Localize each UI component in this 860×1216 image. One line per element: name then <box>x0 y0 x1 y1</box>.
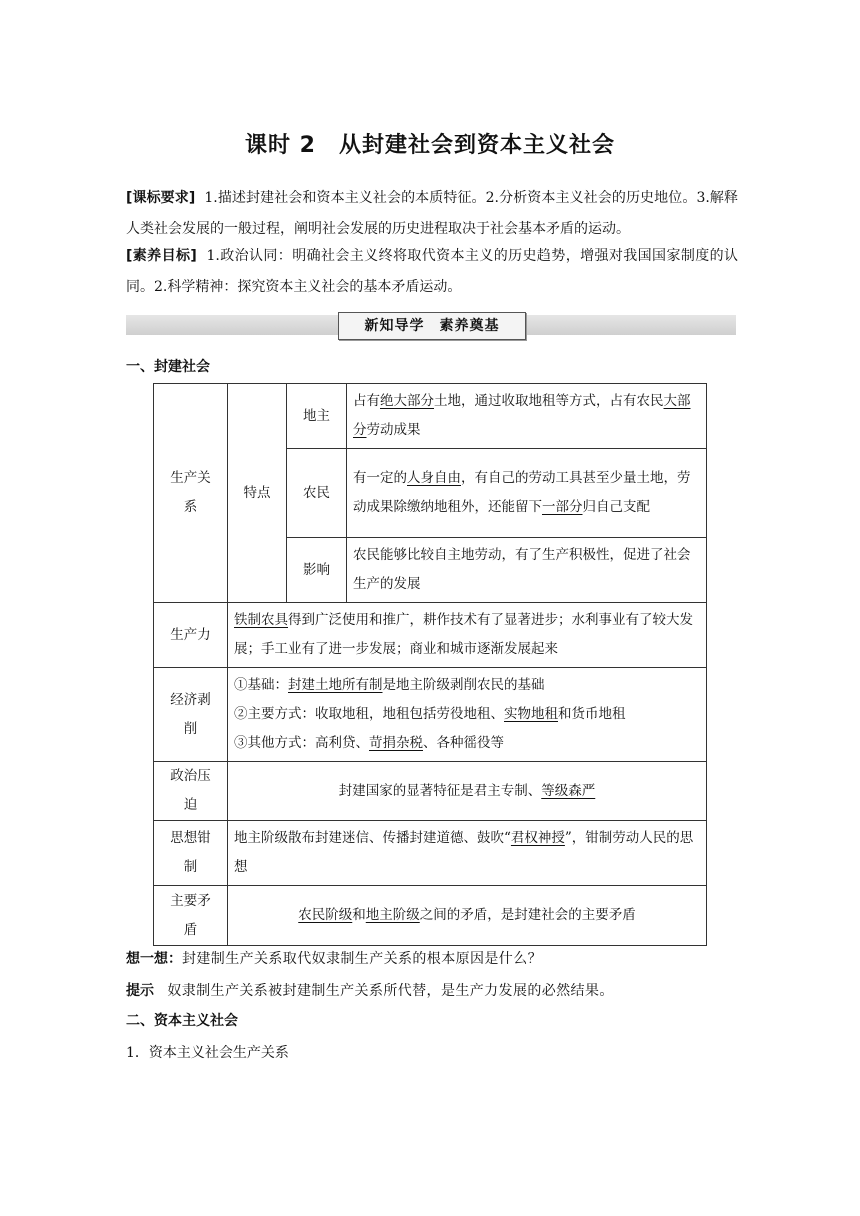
literacy-goal <box>126 241 738 303</box>
goal-text: 1.政治认同：明确社会主义终将取代资本主义的历史趋势，增强对我国国家制度的认同。2.科学精神：探究资本主义社会的基本矛盾运动。 <box>126 248 739 295</box>
cell-peasant-desc <box>347 449 707 538</box>
text-segment: 地主阶级散布封建迷信、传播封建道德、鼓吹“ <box>234 830 511 846</box>
text-segment: 有一定的 <box>353 470 407 486</box>
exploitation-line <box>234 671 700 700</box>
think-tag: 想一想： <box>126 951 182 967</box>
underlined-keyword: 农民阶级 <box>298 907 353 923</box>
text-segment: 得到广泛使用和推广，耕作技术有了显著进步；水利事业有了较大发展；手工业有了进一步发展；商业和城市逐渐发展起来 <box>234 612 693 657</box>
hint-text: 奴隶制生产关系被封建制生产关系所代替，是生产力发展的必然结果。 <box>167 983 614 999</box>
cell-features: 特点 <box>228 384 287 603</box>
text-segment: 是地主阶级剥削农民的基础 <box>382 677 545 693</box>
cell-contradiction: 主要矛盾 <box>154 886 228 946</box>
text-segment: ”，钳制劳动人民的思想 <box>234 830 694 875</box>
cell-oppression-desc <box>228 762 707 821</box>
think-question <box>126 948 738 968</box>
underlined-keyword: 实物地租 <box>504 706 558 722</box>
cell-influence: 影响 <box>287 538 347 603</box>
cell-exploitation: 经济剥削 <box>154 668 228 762</box>
requirement-tag: [课标要求] <box>126 190 196 206</box>
text-segment: 之间的矛盾，是封建社会的主要矛盾 <box>419 907 636 923</box>
text-segment: 和货币地租 <box>558 706 626 722</box>
cell-contradiction-desc <box>228 886 707 946</box>
curriculum-requirement <box>126 183 738 245</box>
cell-landlord: 地主 <box>287 384 347 449</box>
underlined-keyword: 人身自由 <box>407 470 461 486</box>
cell-exploitation-desc <box>228 668 707 762</box>
text-segment: 土地，通过收取地租等方式，占有农民 <box>434 393 664 409</box>
underlined-keyword: 君权神授 <box>510 830 565 846</box>
cell-influence-desc: 农民能够比较自主地劳动，有了生产积极性，促进了社会生产的发展 <box>347 538 707 603</box>
section-heading-capitalist: 二、资本主义社会 <box>126 1013 238 1029</box>
table-row <box>154 762 707 821</box>
cell-landlord-desc <box>347 384 707 449</box>
underlined-keyword: 等级森严 <box>541 782 596 799</box>
cell-production-relations: 生产关系 <box>154 384 228 603</box>
goal-tag: [素养目标] <box>126 248 197 264</box>
section-heading-feudal: 一、封建社会 <box>126 359 210 375</box>
hint-answer <box>126 980 738 1000</box>
text-segment: ③其他方式：高利贷、 <box>234 735 369 751</box>
cell-productivity: 生产力 <box>154 603 228 668</box>
text-segment: ②主要方式：收取地租，地租包括劳役地租、 <box>234 706 504 722</box>
text-segment: 归自己支配 <box>582 499 650 515</box>
underlined-keyword: 一部分 <box>542 499 583 515</box>
underlined-keyword: 地主阶级 <box>365 907 420 923</box>
exploitation-line <box>234 700 700 729</box>
feudal-society-table <box>153 383 707 946</box>
underlined-keyword: 封建土地所有制 <box>288 677 383 693</box>
underlined-keyword: 铁制农具 <box>234 612 288 628</box>
cell-thought: 思想钳制 <box>154 821 228 886</box>
text-segment: 占有 <box>353 393 380 409</box>
requirement-text: 1.描述封建社会和资本主义社会的本质特征。2.分析资本主义社会的历史地位。3.解释人类社会发展的一般过程，阐明社会发展的历史进程取决于社会基本矛盾的运动。 <box>126 190 738 237</box>
table-row <box>154 384 707 449</box>
think-text: 封建制生产关系取代奴隶制生产关系的根本原因是什么？ <box>182 951 542 967</box>
text-segment: ，有自己的劳动工具甚至少量土地，劳动成果除缴纳地租外，还能留下 <box>353 470 691 515</box>
subsection-heading: 1．资本主义社会生产关系 <box>126 1045 289 1061</box>
underlined-keyword: 大部分 <box>353 393 691 438</box>
text-segment: 劳动成果 <box>366 422 421 438</box>
table-row <box>154 886 707 946</box>
page-title: 课时 2 从封建社会到资本主义社会 <box>245 133 615 158</box>
text-segment: 封建国家的显著特征是君主专制、 <box>338 782 542 799</box>
text-segment: ①基础： <box>234 677 288 693</box>
table-row <box>154 668 707 762</box>
cell-peasant: 农民 <box>287 449 347 538</box>
exploitation-line <box>234 729 700 758</box>
underlined-keyword: 苛捐杂税 <box>369 735 423 751</box>
text-segment: 和 <box>352 907 366 923</box>
underlined-keyword: 绝大部分 <box>380 393 434 409</box>
table-row <box>154 603 707 668</box>
cell-thought-desc <box>228 821 707 886</box>
cell-productivity-desc <box>228 603 707 668</box>
hint-tag: 提示 <box>126 983 154 999</box>
table-row <box>154 821 707 886</box>
section-banner: 新知导学 素养奠基 <box>338 312 526 340</box>
text-segment: 、各种徭役等 <box>423 735 504 751</box>
cell-oppression: 政治压迫 <box>154 762 228 821</box>
